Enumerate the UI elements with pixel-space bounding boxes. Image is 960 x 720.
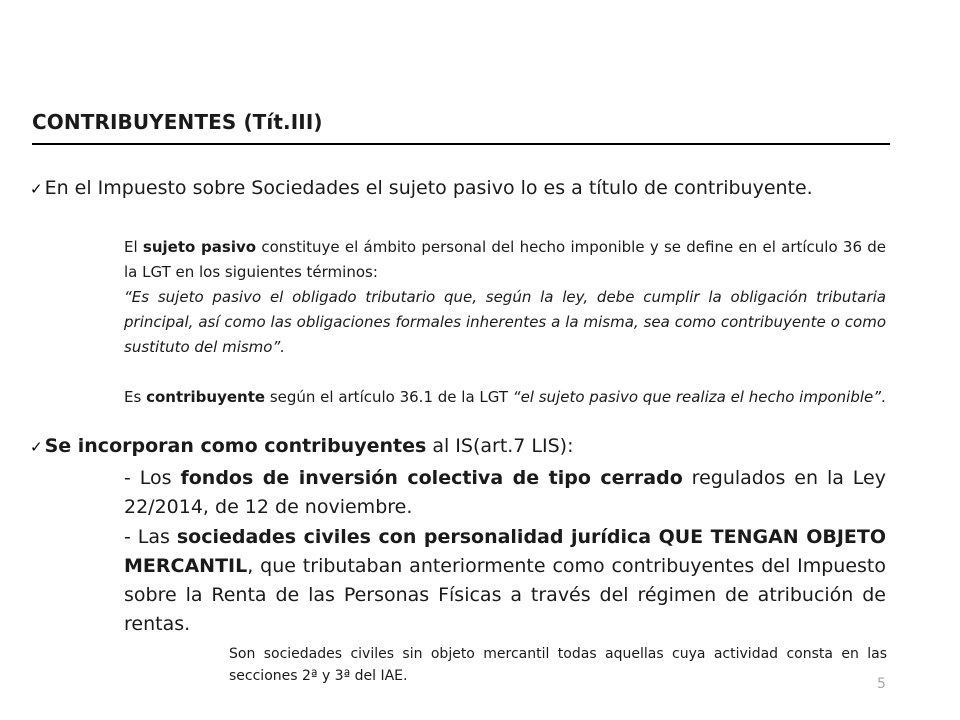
item-fondos-inversion <box>124 464 886 522</box>
text-fragment: constituye el ámbito personal del hecho imponible y se define en el artículo 36 de la LGT en los siguientes términos: <box>124 238 887 281</box>
checkmark-icon: ✓ <box>30 180 43 198</box>
bold-term: sociedades civiles con personalidad jurídica QUE TENGAN OBJETO MERCANTIL <box>124 526 887 577</box>
sujeto-pasivo-definition <box>124 235 886 285</box>
contribuyente-definition <box>124 385 886 410</box>
title-underline <box>32 143 890 145</box>
bullet-sujeto-pasivo <box>30 175 886 203</box>
bold-term: Se incorporan como contribuyentes <box>44 435 427 457</box>
italic-quote: “el sujeto pasivo que realiza el hecho imponible” <box>512 388 882 406</box>
text-fragment: - Los <box>124 467 181 489</box>
text-fragment: regulados en la Ley 22/2014, de 12 de noviembre. <box>124 467 886 518</box>
text-fragment: , que tributaban anteriormente como contribuyentes del Impuesto sobre la Renta de las Personas Físicas a través del régimen de atribución de rentas. <box>124 555 886 635</box>
text-fragment: - Las <box>124 526 177 548</box>
checkmark-icon: ✓ <box>30 438 43 456</box>
bullet-text: En el Impuesto sobre Sociedades el sujeto pasivo lo es a título de contribuyente. <box>44 177 813 199</box>
bold-term: contribuyente <box>146 388 266 406</box>
lgt-quote: “Es sujeto pasivo el obligado tributario que, según la ley, debe cumplir la obligación tributaria principal, así como las obligaciones formales inherentes a la misma, sea como contribuyente o como sustituto del mismo”. <box>124 288 886 356</box>
bold-term: sujeto pasivo <box>142 238 257 256</box>
bullet-incorporados <box>30 433 886 461</box>
page-number: 5 <box>877 676 886 692</box>
text-fragment: El <box>124 238 143 256</box>
footnote-sociedades-civiles: Son sociedades civiles sin objeto mercantil todas aquellas cuya actividad consta en las secciones 2ª y 3ª del IAE. <box>229 646 887 684</box>
text-fragment: según el artículo 36.1 de la LGT <box>265 388 513 406</box>
text-fragment: . <box>881 388 886 406</box>
item-sociedades-civiles <box>124 523 886 639</box>
text-fragment: al IS(art.7 LIS): <box>426 435 574 457</box>
slide-title: CONTRIBUYENTES (Tít.III) <box>32 110 323 134</box>
bold-term: fondos de inversión colectiva de tipo cerrado <box>180 467 683 489</box>
text-fragment: Es <box>124 388 147 406</box>
